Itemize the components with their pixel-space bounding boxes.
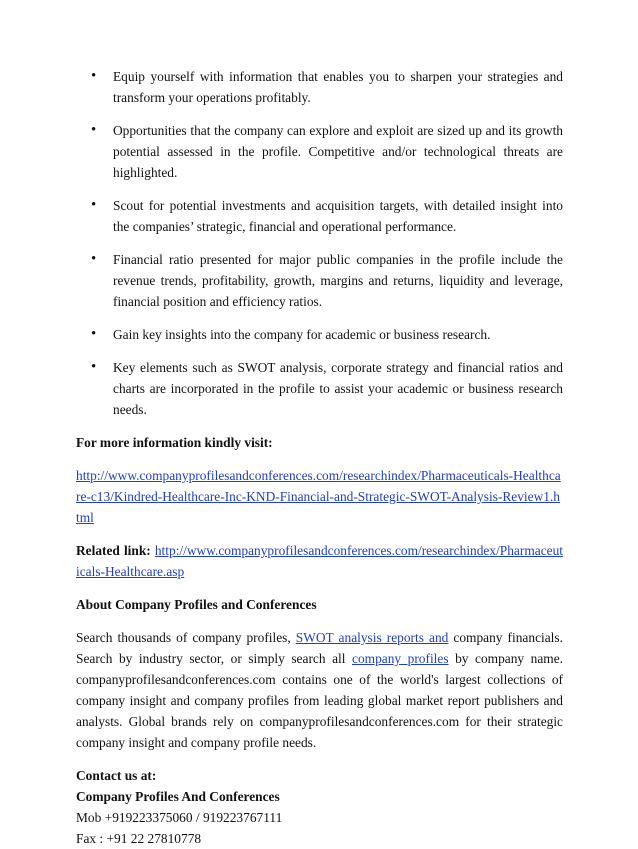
- about-text-3: by company name. companyprofilesandconferences.com contains one of the world's largest collections of company insight and company profiles from leading global market report publishers and analysts. Global brands rely on companyprofilesandconferences.com for their strategic company insight and company profile needs.: [76, 651, 563, 750]
- bullet-text: Key elements such as SWOT analysis, corporate strategy and financial ratios and charts are incorporated in the profile to assist your academic or business research needs.: [113, 360, 563, 417]
- bullet-item: [76, 66, 563, 108]
- contact-fax: Fax : +91 22 27810778: [76, 831, 202, 846]
- related-link[interactable]: http://www.companyprofilesandconferences.com/researchindex/Pharmaceuticals-Healthcare.asp: [76, 543, 563, 579]
- more-info-paragraph: [76, 465, 563, 528]
- bullet-item: [76, 324, 563, 345]
- contact-company: Company Profiles And Conferences: [76, 789, 280, 804]
- about-text-1: Search thousands of company profiles,: [76, 630, 291, 645]
- bullet-dot-icon: •: [91, 251, 97, 267]
- contact-block: [76, 765, 563, 849]
- bullet-item: [76, 357, 563, 420]
- company-profiles-link[interactable]: company profiles: [352, 651, 449, 666]
- more-info-heading: For more information kindly visit:: [76, 435, 273, 450]
- bullet-text: Financial ratio presented for major public companies in the profile include the revenue trends, profitability, growth, margins and returns, liquidity and leverage, financial position and efficiency ratios.: [113, 252, 563, 309]
- document-page: [76, 66, 563, 849]
- more-info-link[interactable]: http://www.companyprofilesandconferences.com/researchindex/Pharmaceuticals-Healthcare-c13/Kindred-Healthcare-Inc-KND-Financial-and-Strategic-SWOT-Analysis-Review1.html: [76, 468, 561, 525]
- bullet-text: Scout for potential investments and acquisition targets, with detailed insight into the companies’ strategic, financial and operational performance.: [113, 198, 563, 234]
- about-text-2: company financials. Search by industry sector, or simply search all: [76, 630, 563, 666]
- contact-heading: Contact us at:: [76, 768, 157, 783]
- bullet-dot-icon: •: [91, 122, 97, 138]
- swot-reports-link[interactable]: SWOT analysis reports and: [295, 630, 449, 645]
- about-paragraph: [76, 627, 563, 753]
- contact-mobile: Mob +919223375060 / 919223767111: [76, 810, 283, 825]
- feature-bullet-list: [76, 66, 563, 420]
- bullet-item: [76, 195, 563, 237]
- bullet-item: [76, 120, 563, 183]
- bullet-dot-icon: •: [91, 359, 97, 375]
- bullet-text: Equip yourself with information that enables you to sharpen your strategies and transform your operations profitably.: [113, 69, 563, 105]
- bullet-dot-icon: •: [91, 68, 97, 84]
- bullet-text: Gain key insights into the company for academic or business research.: [113, 327, 491, 342]
- related-link-label: Related link:: [76, 543, 151, 558]
- related-link-paragraph: [76, 540, 563, 582]
- bullet-text: Opportunities that the company can explore and exploit are sized up and its growth potential assessed in the profile. Competitive and/or technological threats are highlighted.: [113, 123, 563, 180]
- bullet-dot-icon: •: [91, 326, 97, 342]
- bullet-item: [76, 249, 563, 312]
- bullet-dot-icon: •: [91, 197, 97, 213]
- about-heading: About Company Profiles and Conferences: [76, 597, 317, 612]
